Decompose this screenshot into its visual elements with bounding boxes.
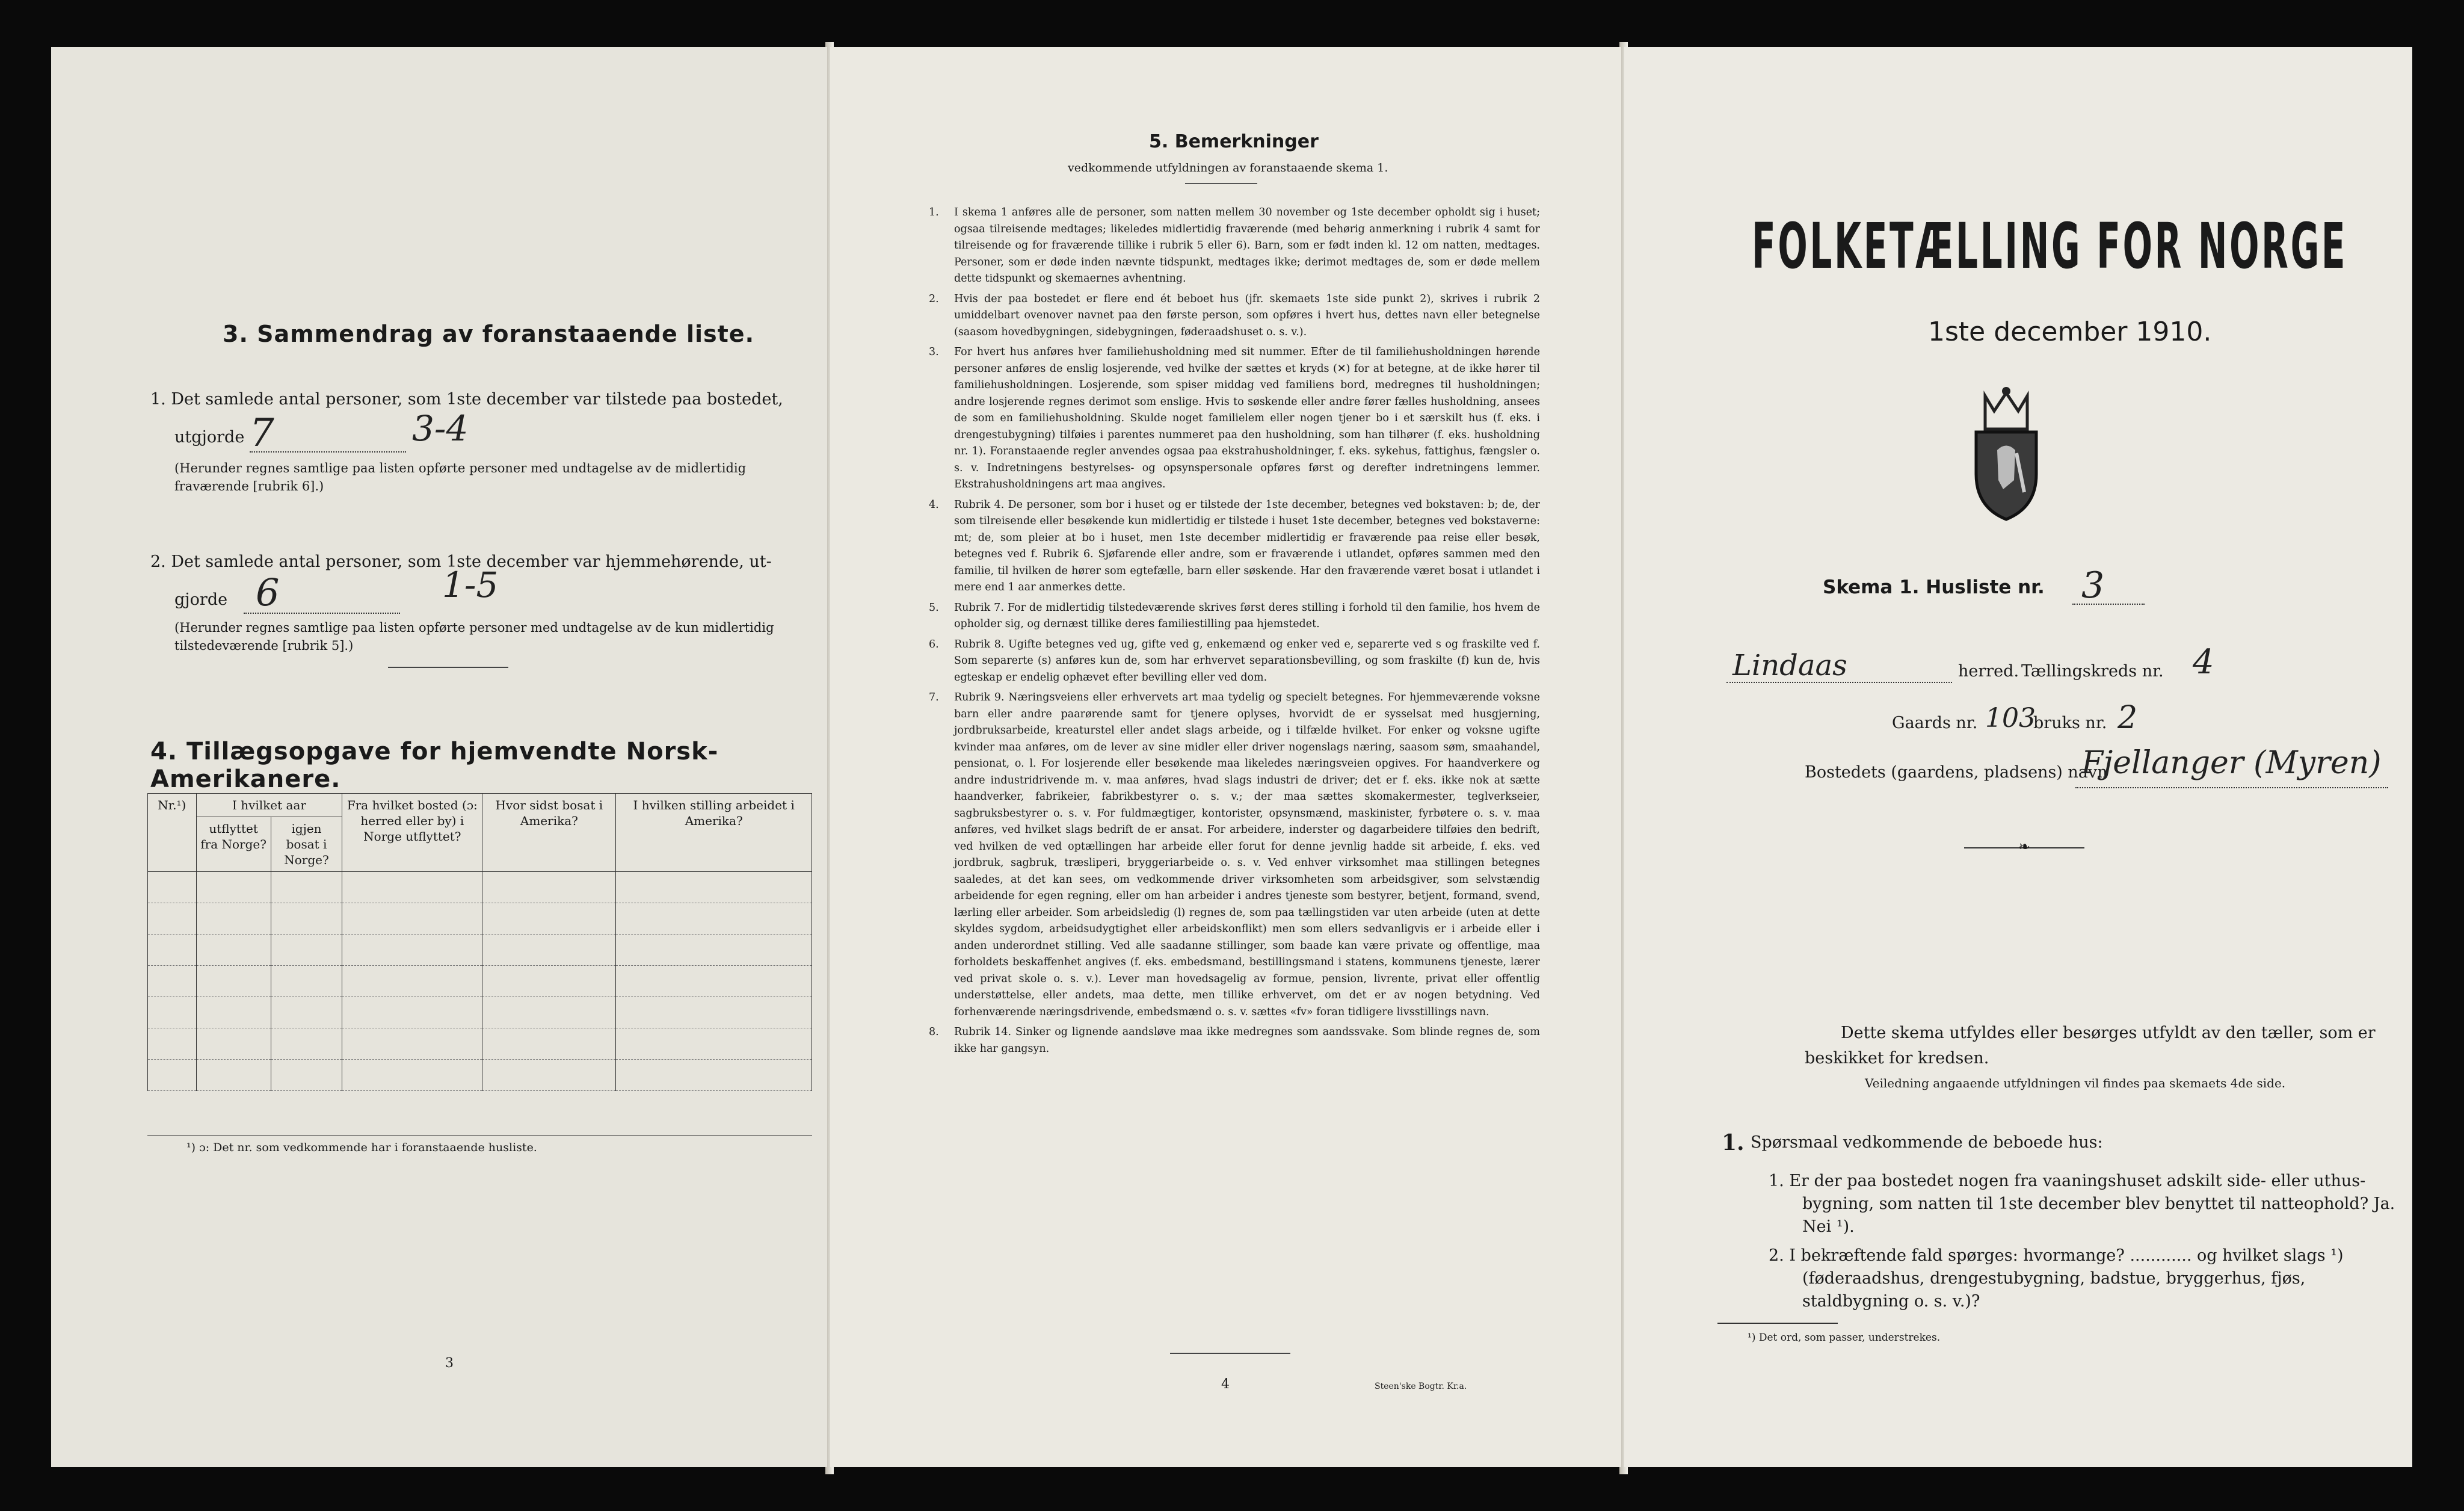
- remark-item: 2. Hvis der paa bostedet er flere end ét beboet hus (jfr. skemaets 1ste side punkt 2), skrives i rubrik 2 umiddelbart ovenover navnet paa den første person, som opføres i hvert hus, dettes navn eller betegnelse (saasom hovedbygningen, sidebygningen, føderaadshuset o. s. v.).: [929, 292, 1540, 338]
- question-heading: Spørsmaal vedkommende de beboede hus:: [1751, 1133, 2103, 1152]
- question-heading-num: 1.: [1722, 1130, 1745, 1155]
- right-page: [1624, 47, 2412, 1467]
- herred-value: Lindaas: [1732, 649, 1847, 682]
- table-row: [148, 872, 812, 903]
- section3-title: 3. Sammendrag av foranstaaende liste.: [223, 321, 755, 347]
- q2-handwritten: 6: [256, 570, 280, 614]
- husliste-nr: 3: [2081, 564, 2105, 607]
- norsk-amerikanere-table: [147, 793, 812, 1091]
- divider: [1185, 183, 1257, 184]
- q2-note: (Herunder regnes samtlige paa listen opførte personer med undtagelse av de kun midlertidig tilstedeværende [rubrik 5].): [174, 620, 774, 653]
- bruks-nr: 2: [2118, 700, 2138, 736]
- gaards-nr: 103: [1985, 703, 2036, 734]
- census-date: 1ste december 1910.: [1928, 317, 2212, 347]
- remarks-list: [920, 205, 1540, 1061]
- kreds-label: Tællingskreds nr.: [2021, 662, 2164, 681]
- col-utflyttet: utflyttet fra Norge?: [196, 817, 271, 872]
- main-title: FOLKETÆLLING FOR NORGE: [1752, 209, 2348, 283]
- footnote: ¹) ɔ: Det nr. som vedkommende har i foranstaaende husliste.: [186, 1141, 537, 1154]
- q1-handwritten-extra: 3-4: [412, 408, 469, 449]
- remark-item: 6. Rubrik 8. Ugifte betegnes ved ug, gifte ved g, enkemænd og enker ved e, separerte ved s og fraskilte ved f. Som separerte (s) anføres kun de, som har erhvervet separationsbevilling, og som fraskilte (f) kun de, hvis egteskap er endelig ophævet efter bevilling eller ved dom.: [929, 638, 1540, 684]
- footnote: ¹) Det ord, som passer, understrekes.: [1748, 1332, 1941, 1344]
- col-igjen: igjen bosat i Norge?: [271, 817, 342, 872]
- col-group-year: I hvilket aar: [196, 794, 342, 817]
- section5-title: 5. Bemerkninger: [1149, 131, 1319, 152]
- bosted-value: Fjellanger (Myren): [2081, 745, 2382, 781]
- col-stilling: I hvilken stilling arbeidet i Amerika?: [616, 794, 812, 872]
- q2-text: 2. Det samlede antal personer, som 1ste december var hjemmehørende, ut-: [150, 552, 772, 571]
- page-number: 4: [1221, 1377, 1230, 1392]
- remark-item: 5. Rubrik 7. For de midlertidig tilstedeværende skrives først deres stilling i forhold til den familie, hos hvem de opholder sig, og dernæst tillike deres familiestilling paa hjemstedet.: [929, 601, 1540, 630]
- table-row: [148, 903, 812, 935]
- kreds-nr: 4: [2193, 643, 2214, 682]
- remark-item: 1. I skema 1 anføres alle de personer, som natten mellem 30 november og 1ste december opholdt sig i huset; ogsaa tilreisende medtages; likeledes midlertidig fraværende (med behørig anmerkning i rubrik 4 samt for tilreisende og for fraværende tillike i rubrik 5 eller 6). Barn, som er født inden kl. 12 om natten, medtages. Personer, som er døde inden nævnte tidspunkt, medtages ikke; derimot medtages de, som er døde mellem dette tidspunkt og skemaernes avhentning.: [929, 206, 1540, 285]
- q1-label: utgjorde: [174, 428, 245, 447]
- coat-of-arms-emblem: [1967, 384, 2045, 525]
- table-row: [148, 935, 812, 966]
- remark-item: 4. Rubrik 4. De personer, som bor i huset og er tilstede der 1ste december, betegnes ved bokstaven: b; de, der som tilreisende eller besøkende kun midlertidig er tilstede i huset 1ste december, betegnes ved bokstaverne: mt; de, som pleier at bo i huset, men 1ste december midlertidig er fraværende paa reise eller besøk, betegnes ved f. Rubrik 6. Sjøfarende eller andre, som er fraværende i utlandet, opføres sammen med den familie, til hvilken de hører som egtefælle, barn eller søskende. Har den fraværende været bosat i utlandet i mere end 1 aar anmerkes dette.: [929, 498, 1540, 593]
- q1-text: 1. Det samlede antal personer, som 1ste december var tilstede paa bostedet,: [150, 390, 783, 409]
- col-fra: Fra hvilket bosted (ɔ: herred eller by) i Norge utflyttet?: [342, 794, 482, 872]
- husliste-underline: [2072, 604, 2145, 605]
- col-nr: Nr.¹): [148, 794, 197, 872]
- q2-label: gjorde: [174, 590, 228, 609]
- left-page: [51, 47, 827, 1467]
- gaards-label: Gaards nr.: [1892, 714, 1978, 732]
- table-row: [148, 1060, 812, 1091]
- divider: [1170, 1353, 1290, 1354]
- q1-underline: [250, 451, 406, 453]
- section5-subtitle: vedkommende utfyldningen av foranstaaende skema 1.: [1068, 161, 1388, 175]
- q1-note: (Herunder regnes samtlige paa listen opførte personer med undtagelse av de midlertidig fraværende [rubrik 6].): [174, 461, 747, 493]
- bosted-label: Bostedets (gaardens, pladsens) navn: [1805, 763, 2108, 782]
- section4-title: 4. Tillægsopgave for hjemvendte Norsk-Amerikanere.: [150, 738, 719, 793]
- bruks-label: bruks nr.: [2033, 714, 2107, 732]
- divider: [388, 667, 508, 668]
- q2-handwritten-extra: 1-5: [442, 564, 499, 605]
- herred-label: herred.: [1958, 662, 2019, 681]
- ornament-icon: ❧: [2018, 838, 2031, 855]
- table-row: [148, 997, 812, 1028]
- table-bottom-rule: [147, 1135, 812, 1136]
- table-row: [148, 966, 812, 997]
- divider: [1717, 1323, 1838, 1324]
- col-hvor: Hvor sidst bosat i Amerika?: [482, 794, 616, 872]
- printer-mark: Steen'ske Bogtr. Kr.a.: [1375, 1382, 1467, 1391]
- herred-underline: [1726, 682, 1952, 683]
- remark-item: 3. For hvert hus anføres hver familiehusholdning med sit nummer. Efter de til familiehusholdningen hørende personer anføres de enslig losjerende, ved hvilke der sættes et kryds (✕) for at betegne, at de ikke hører til familiehusholdningen. Losjerende, som spiser middag ved familiens bord, medregnes til husholdningen; andre losjerende regnes derimot som enslige. Hvis to søskende eller andre fører fælles husholdning, ansees de som en familiehusholdning. Skulde noget familielem eller nogen tjener bo i et særskilt hus (f. eks. i drengestubygning) tilføies i parentes nummeret paa den husholdning, som han tilhører (f. eks. husholdning nr. 1). Foranstaaende regler anvendes ogsaa paa ekstrahusholdninger, f. eks. sykehus, fattighus, fængsler o. s. v. Indretningens bestyrelses- og opsynspersonale opføres først og derefter indretningens lemmer. Ekstrahusholdningens art maa angives.: [929, 346, 1540, 490]
- remark-item: 7. Rubrik 9. Næringsveiens eller erhvervets art maa tydelig og specielt betegnes. For hjemmeværende voksne barn eller andre paarørende samt for tjenere oplyses, hvorvidt de er sysselsat med husgjerning, jordbruksarbeide, kreaturstel eller andet slags arbeide, og i tilfælde hvilket. For enker og voksne ugifte kvinder maa anføres, om de lever av sine midler eller driver nogenslags næring, saasom søm, smaahandel, pensionat, o. l. For losjerende eller besøkende maa likeledes næringsveien opgives. For haandverkere og andre industridrivende m. v. maa anføres, hvad slags industri de driver; det er f. eks. ikke nok at sætte haandverker, fabrikeier, fabrikbestyrer o. s. v.; der maa sættes skomakermester, teglverkseier, sagbruksbestyrer o. s. v. For fuldmægtiger, kontorister, opsynsmænd, maskinister, fyrbøtere o. s. v. maa anføres, ved hvilket slags bedrift de er ansat. For arbeidere, inderster og dagarbeidere tilføies den bedrift, ved hvilken de ved optællingen har arbeide eller forut for denne jevnlig hadde sit arbeide, f. eks. ved jordbruk, sagbruk, træsliperi, bryggeriarbeide o. s. v. Ved enhver virksomhet maa stillingen betegnes saaledes, at det kan sees, om vedkommende driver virksomheten som arbeidsgiver, som selvstændig arbeidende for egen regning, eller om han arbeider i andres tjeneste som bestyrer, betjent, formand, svend, lærling eller arbeider. Som arbeidsledig (l) regnes de, som paa tællingstiden var uten arbeide (uten at dette skyldes sygdom, arbeidsudygtighet eller arbeidskonflikt) men som ellers sedvanligvis er i arbeide eller i anden underordnet stilling. Ved alle saadanne stillinger, som baade kan være private og offentlige, maa forholdets beskaffenhet angives (f. eks. embedsmand, bestillingsmand i statens, kommunens tjeneste, lærer ved privat skole o. s. v.). Lever man hovedsagelig av formue, pension, livrente, privat eller offentlig understøttelse, eller andets, maa dette, men tillike erhvervet, om det er av nogen betydning. Ved forhenværende næringsdrivende, embedsmænd o. s. v. sættes «fv» foran tidligere livsstillings navn.: [929, 691, 1540, 1018]
- veiledning: Veiledning angaaende utfyldningen vil findes paa skemaets 4de side.: [1865, 1076, 2286, 1090]
- skema-label: Skema 1. Husliste nr.: [1823, 576, 2045, 598]
- q2-underline: [244, 613, 400, 614]
- page-number: 3: [445, 1356, 454, 1371]
- remark-item: 8. Rubrik 14. Sinker og lignende aandsløve maa ikke medregnes som aandssvake. Som blinde regnes de, som ikke har gangsyn.: [929, 1026, 1540, 1055]
- q1-handwritten: 7: [250, 411, 274, 456]
- bosted-underline: [2075, 787, 2388, 788]
- instruction: Dette skema utfyldes eller besørges utfyldt av den tæller, som er beskikket for kredsen.: [1805, 1024, 2376, 1068]
- table-row: [148, 1028, 812, 1060]
- middle-page: [830, 47, 1621, 1467]
- question-1: 1. Er der paa bostedet nogen fra vaaningshuset adskilt side- eller uthus-bygning, som natten til 1ste december blev benyttet til natteophold? Ja. Nei ¹).: [1769, 1172, 2395, 1236]
- question-2: 2. I bekræftende fald spørges: hvormange? ............ og hvilket slags ¹) (føderaadshus, drengestubygning, badstue, bryggerhus, fjøs, staldbygning o. s. v.)?: [1769, 1246, 2344, 1311]
